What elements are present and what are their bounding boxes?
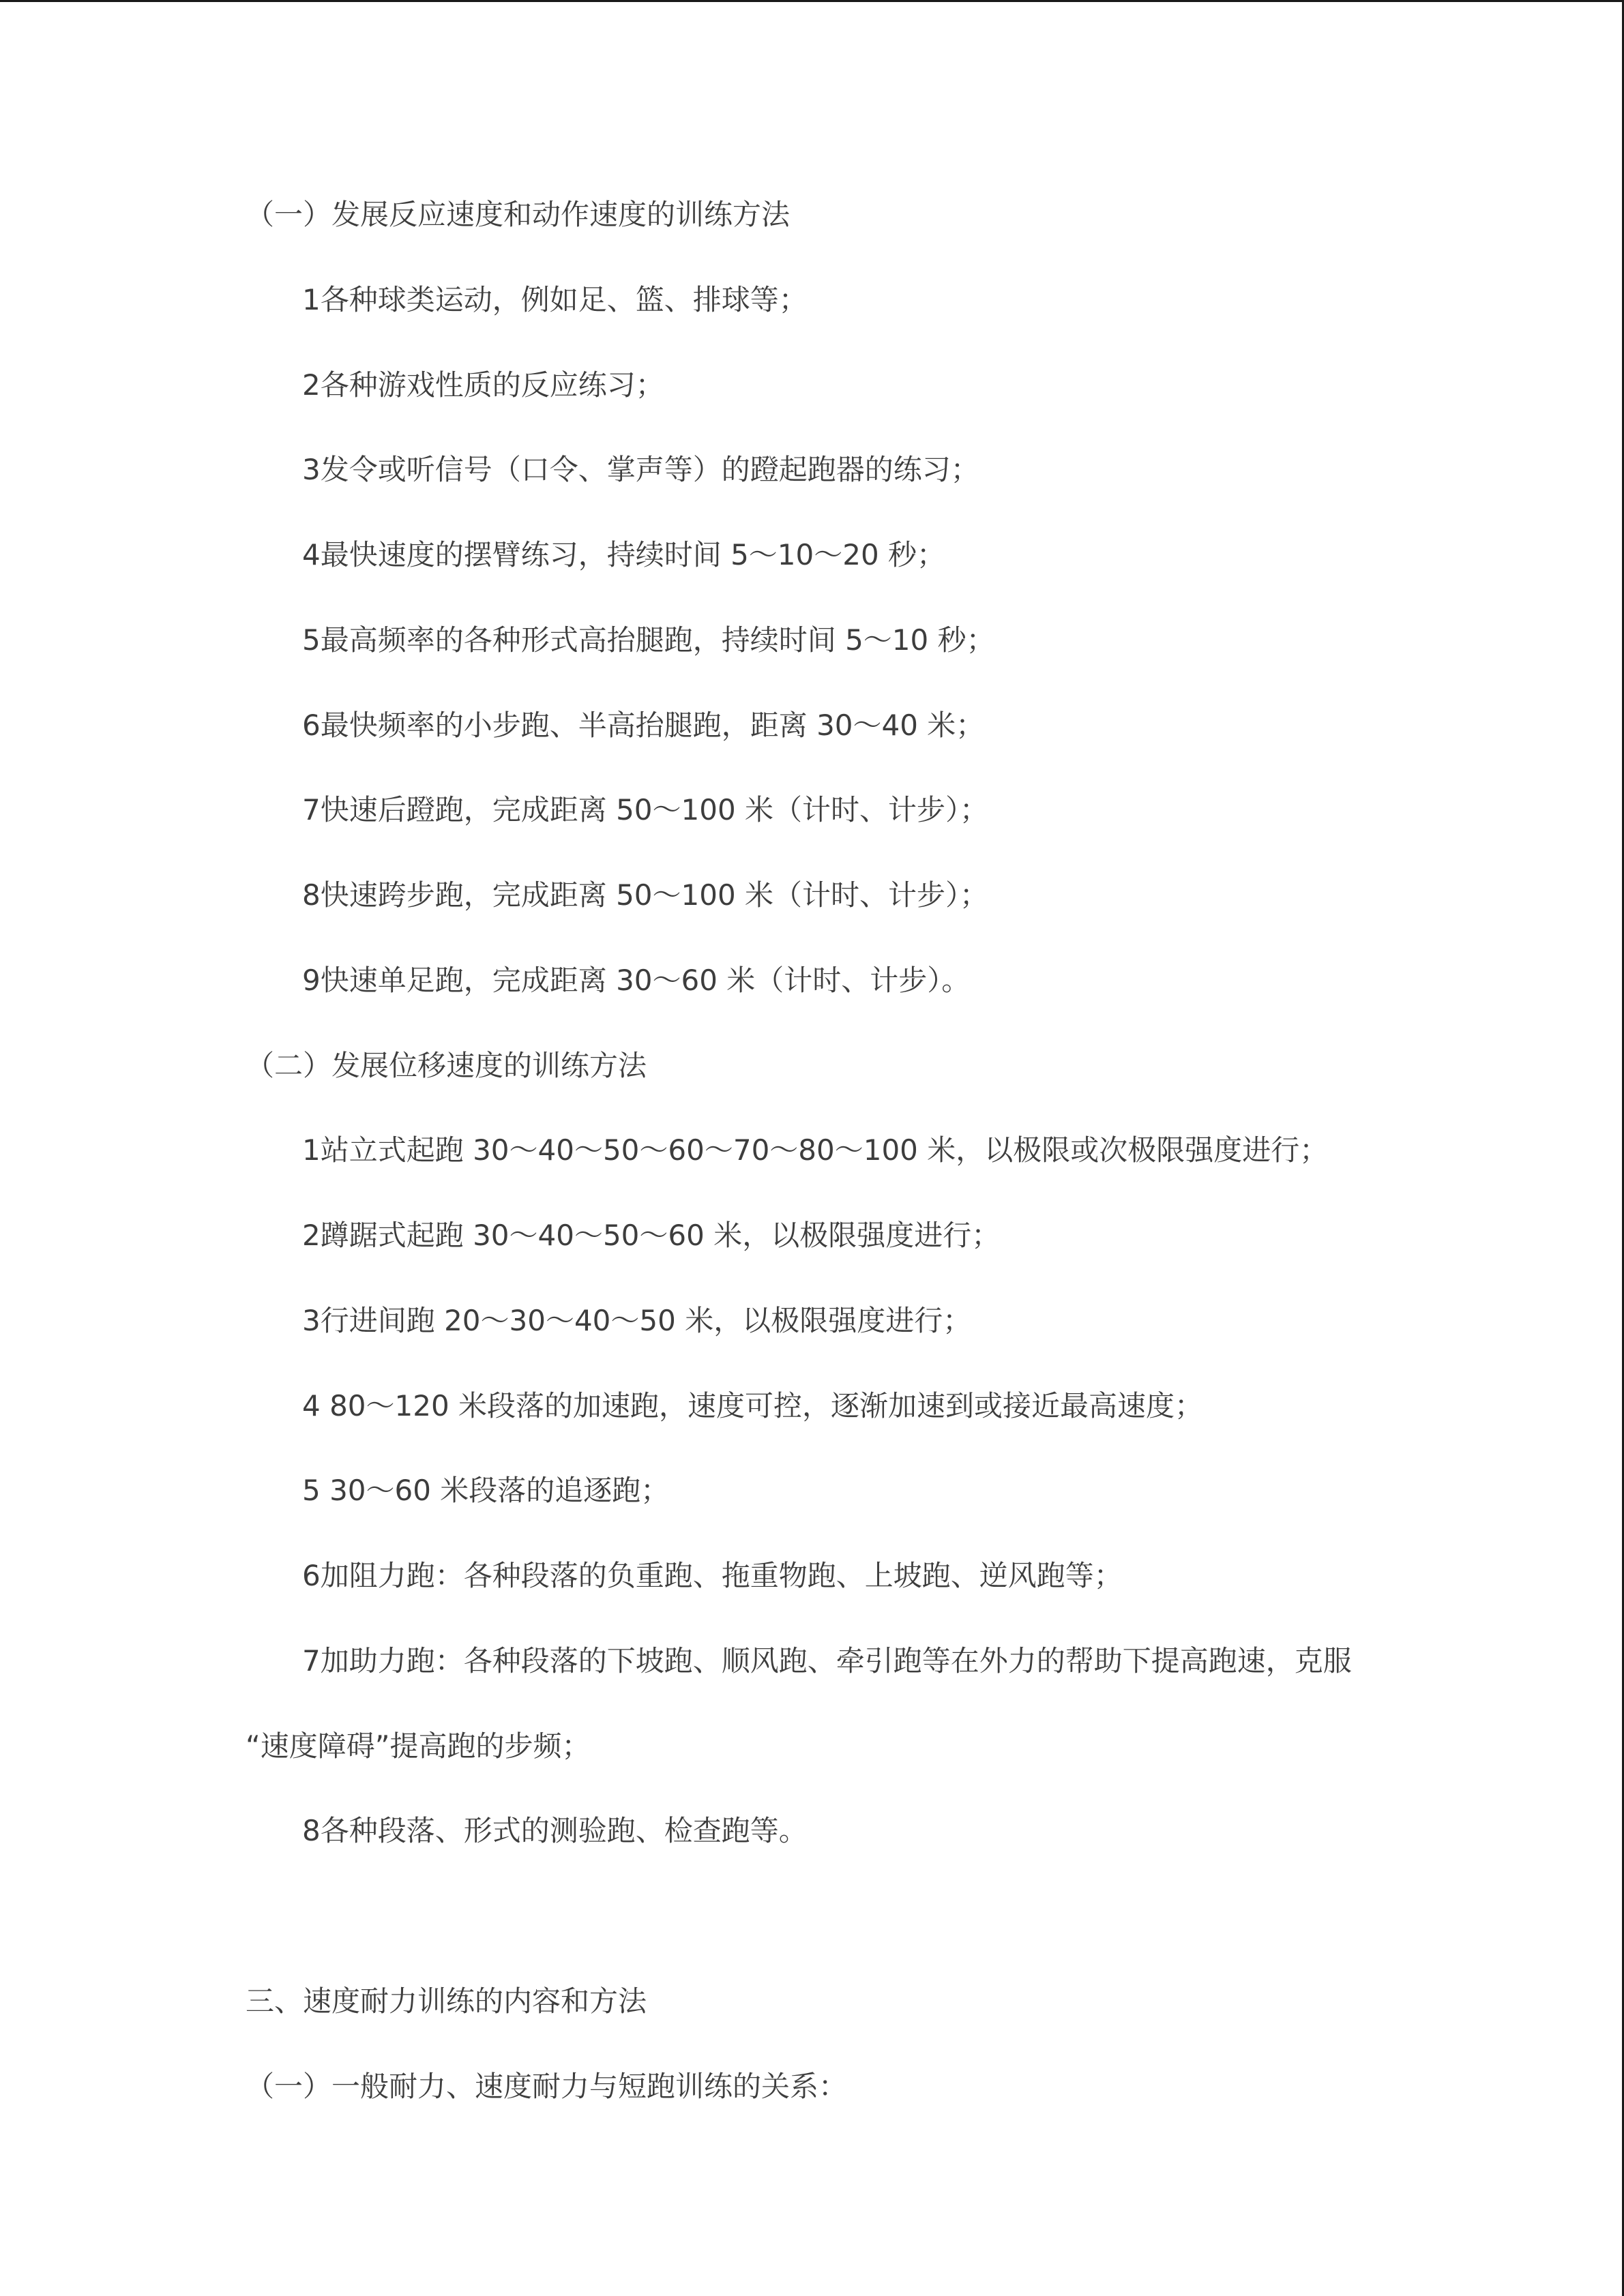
list-item: 1站立式起跑 30～40～50～60～70～80～100 米，以极限或次极限强度进行； (302, 1133, 1329, 1167)
list-item: 5 30～60 米段落的追逐跑； (302, 1474, 670, 1507)
section-heading: （一）发展反应速度和动作速度的训练方法 (246, 198, 791, 231)
list-item: 2各种游戏性质的反应练习； (302, 368, 664, 402)
list-item: 3发令或听信号（口令、掌声等）的蹬起跑器的练习； (302, 453, 979, 486)
list-item: 2蹲踞式起跑 30～40～50～60 米，以极限强度进行； (302, 1219, 1001, 1252)
list-item: 6加阻力跑：各种段落的负重跑、拖重物跑、上坡跑、逆风跑等； (302, 1559, 1123, 1592)
list-item: 9快速单足跑，完成距离 30～60 米（计时、计步）。 (302, 964, 971, 997)
list-item: 7加助力跑：各种段落的下坡跑、顺风跑、牵引跑等在外力的帮助下提高跑速，克服 (302, 1644, 1352, 1678)
list-item: 8快速跨步跑，完成距离 50～100 米（计时、计步）； (302, 878, 989, 912)
list-item: 6最快频率的小步跑、半高抬腿跑，距离 30～40 米； (302, 709, 985, 742)
list-item: 8各种段落、形式的测验跑、检查跑等。 (302, 1814, 808, 1847)
list-item: 4 80～120 米段落的加速跑，速度可控，逐渐加速到或接近最高速度； (302, 1389, 1204, 1422)
list-item: 7快速后蹬跑，完成距离 50～100 米（计时、计步）； (302, 793, 989, 826)
list-item: 1各种球类运动，例如足、篮、排球等； (302, 283, 808, 316)
list-item-continuation: “速度障碍”提高跑的步频； (246, 1729, 591, 1763)
list-item: 4最快速度的摆臂练习，持续时间 5～10～20 秒； (302, 538, 946, 571)
list-item: 5最高频率的各种形式高抬腿跑，持续时间 5～10 秒； (302, 623, 995, 657)
section-heading: （二）发展位移速度的训练方法 (246, 1049, 647, 1082)
list-item: 3行进间跑 20～30～40～50 米，以极限强度进行； (302, 1304, 972, 1337)
chapter-heading: 三、速度耐力训练的内容和方法 (246, 1984, 647, 2018)
page-top-border (0, 0, 1624, 2)
section-heading: （一）一般耐力、速度耐力与短跑训练的关系： (246, 2070, 848, 2103)
